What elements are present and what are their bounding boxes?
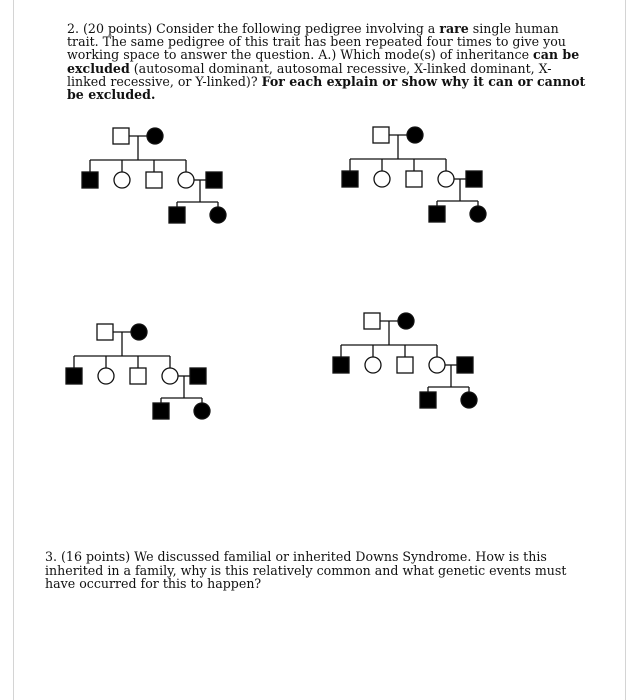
pedigree-4 <box>333 313 477 408</box>
grandson-affected-square <box>153 403 169 419</box>
daughter-unaffected-circle <box>178 172 194 188</box>
husband-affected-square <box>206 172 222 188</box>
daughter-unaffected-circle <box>114 172 130 188</box>
question-2-bold-excluded: can be excluded <box>67 47 580 76</box>
son-unaffected-square <box>146 172 162 188</box>
daughter-unaffected-circle <box>98 368 114 384</box>
pedigree-3 <box>66 324 210 419</box>
pedigree-2 <box>342 127 486 222</box>
mother-affected-circle <box>131 324 147 340</box>
son-affected-square <box>82 172 98 188</box>
question-2-instruction: For each explain or show why it can or cannot be excluded. <box>67 73 586 103</box>
father-unaffected-square <box>373 127 389 143</box>
grandson-affected-square <box>429 206 445 222</box>
question-2-intro: 2. (20 points) Consider the following pedigree involving a <box>67 21 440 36</box>
grandson-affected-square <box>420 392 436 408</box>
husband-affected-square <box>190 368 206 384</box>
son-unaffected-square <box>406 171 422 187</box>
question-3-text: 3. (16 points) We discussed familial or inherited Downs Syndrome. How is this inherited in a family, why is this relatively common and what genetic events must have occurred for this to happen? <box>45 549 567 592</box>
granddaughter-affected-circle <box>470 206 486 222</box>
granddaughter-affected-circle <box>461 392 477 408</box>
question-2-bold-rare: rare <box>439 21 469 36</box>
granddaughter-affected-circle <box>210 207 226 223</box>
daughter-unaffected-circle <box>365 357 381 373</box>
son-unaffected-square <box>130 368 146 384</box>
mother-affected-circle <box>147 128 163 144</box>
daughter-unaffected-circle <box>429 357 445 373</box>
daughter-unaffected-circle <box>162 368 178 384</box>
son-affected-square <box>342 171 358 187</box>
husband-affected-square <box>457 357 473 373</box>
husband-affected-square <box>466 171 482 187</box>
pedigree-1 <box>82 128 226 223</box>
granddaughter-affected-circle <box>194 403 210 419</box>
mother-affected-circle <box>407 127 423 143</box>
father-unaffected-square <box>364 313 380 329</box>
son-affected-square <box>66 368 82 384</box>
son-affected-square <box>333 357 349 373</box>
grandson-affected-square <box>169 207 185 223</box>
mother-affected-circle <box>398 313 414 329</box>
question-3 <box>45 550 590 591</box>
question-2-options: (autosomal dominant, autosomal recessive, X-linked dominant, X-linked recessive, or Y-linked)? <box>67 60 552 89</box>
father-unaffected-square <box>97 324 113 340</box>
son-unaffected-square <box>397 357 413 373</box>
daughter-unaffected-circle <box>374 171 390 187</box>
question-2-middle: single human trait. The same pedigree of this trait has been repeated four times to give you working space to answer the question. A.) Which mode(s) of inheritance <box>67 21 566 63</box>
daughter-unaffected-circle <box>438 171 454 187</box>
father-unaffected-square <box>113 128 129 144</box>
